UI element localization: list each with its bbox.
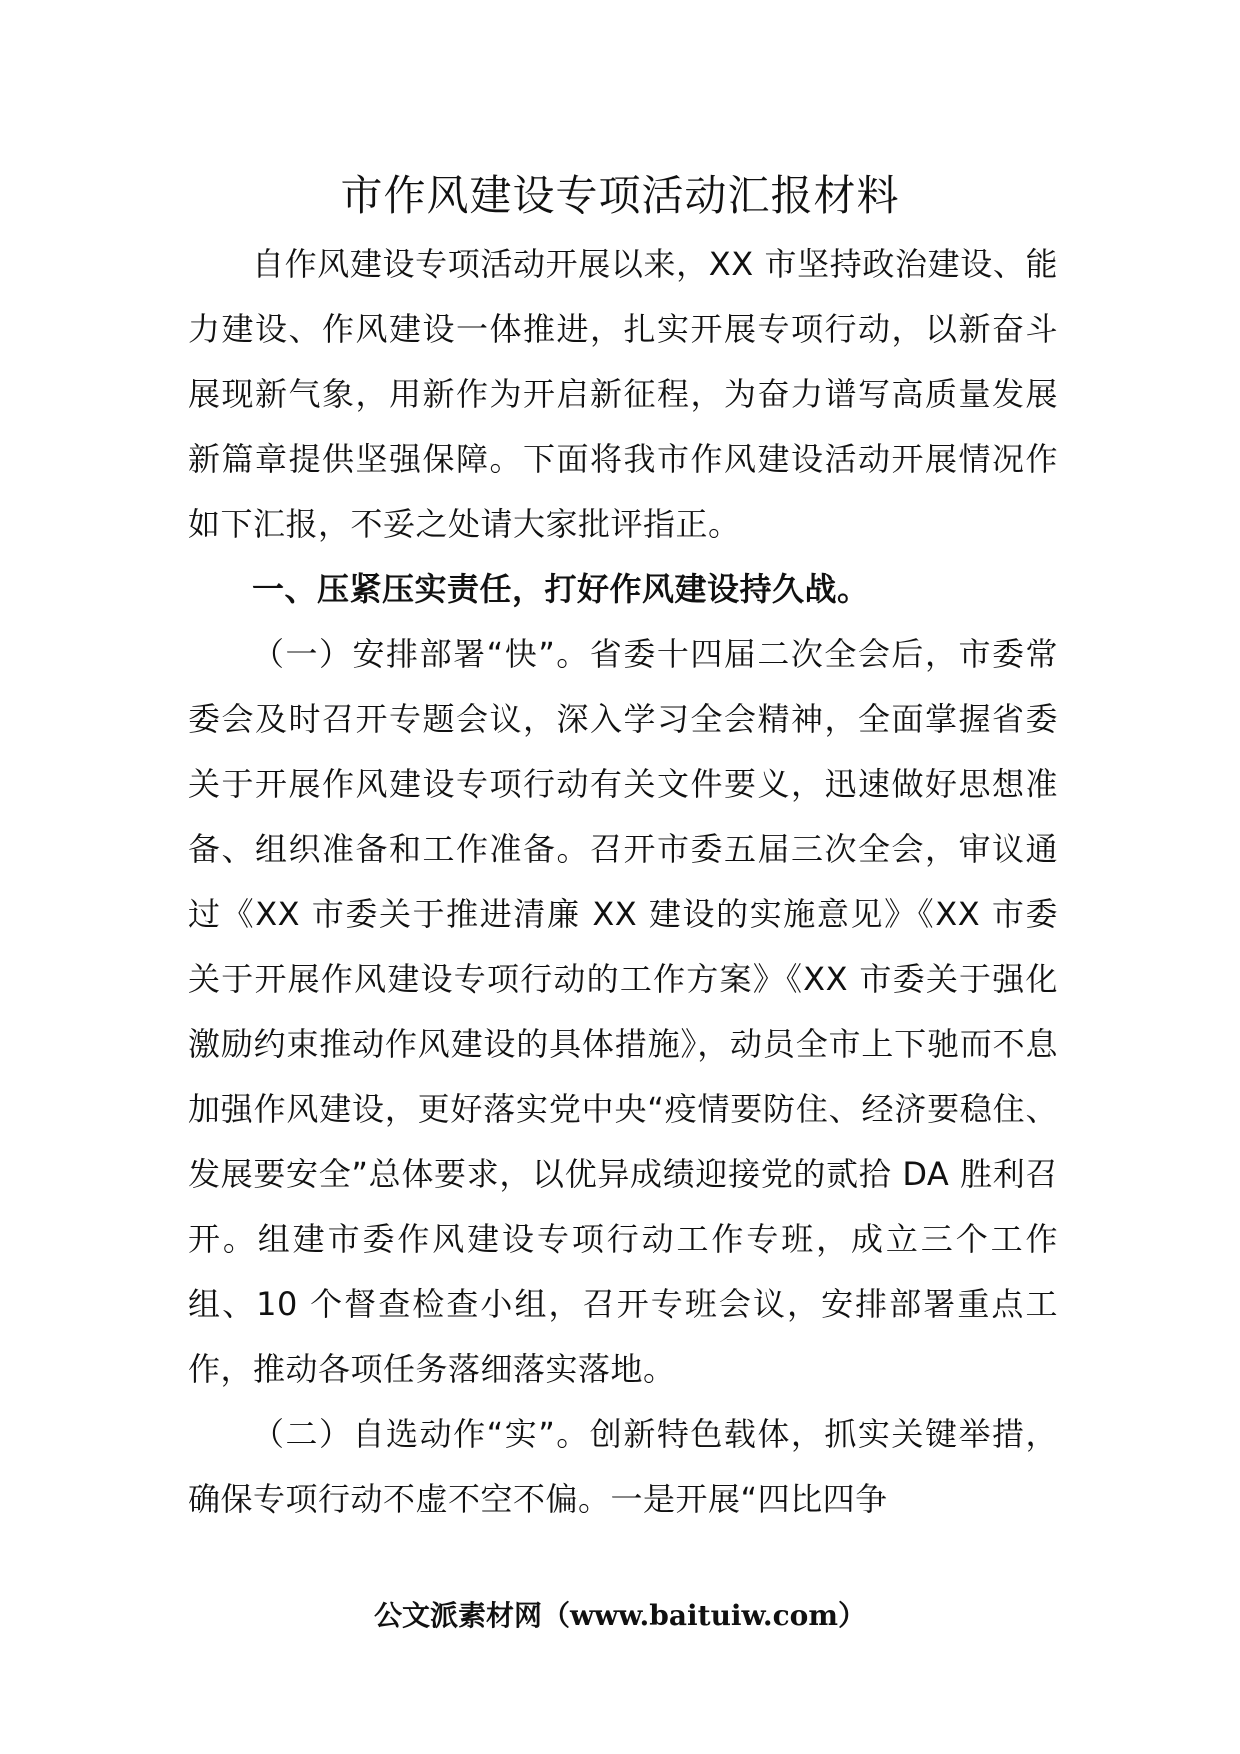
document-body <box>188 232 1058 1532</box>
section-heading-1: 一、压紧压实责任，打好作风建设持久战。 <box>252 570 870 608</box>
source-watermark: 公文派素材网（www.baituiw.com） <box>374 1599 866 1632</box>
intro-paragraph: 自作风建设专项活动开展以来，XX 市坚持政治建设、能力建设、作风建设一体推进，扎实开展专项行动，以新奋斗展现新气象，用新作为开启新征程，为奋力谱写高质量发展新篇章提供坚强保障。下面将我市作风建设活动开展情况作如下汇报，不妥之处请大家批评指正。 <box>188 245 1058 543</box>
subsection-paragraph-2: （二）自选动作“实”。创新特色载体，抓实关键举措，确保专项行动不虚不空不偏。一是开展“四比四争 <box>188 1415 1058 1518</box>
subsection-paragraph-1: （一）安排部署“快”。省委十四届二次全会后，市委常委会及时召开专题会议，深入学习全会精神，全面掌握省委关于开展作风建设专项行动有关文件要义，迅速做好思想准备、组织准备和工作准备。召开市委五届三次全会，审议通过《XX 市委关于推进清廉 XX 建设的实施意见》《XX 市委关于开展作风建设专项行动的工作方案》《XX 市委关于强化激励约束推动作风建设的具体措施》，动员全市上下驰而不息加强作风建设，更好落实党中央“疫情要防住、经济要稳住、发展要安全”总体要求，以优异成绩迎接党的贰拾 DA 胜利召开。组建市委作风建设专项行动工作专班，成立三个工作组、10 个督查检查小组，召开专班会议，安排部署重点工作，推动各项任务落细落实落地。 <box>188 635 1058 1388</box>
document-title: 市作风建设专项活动汇报材料 <box>340 171 900 220</box>
